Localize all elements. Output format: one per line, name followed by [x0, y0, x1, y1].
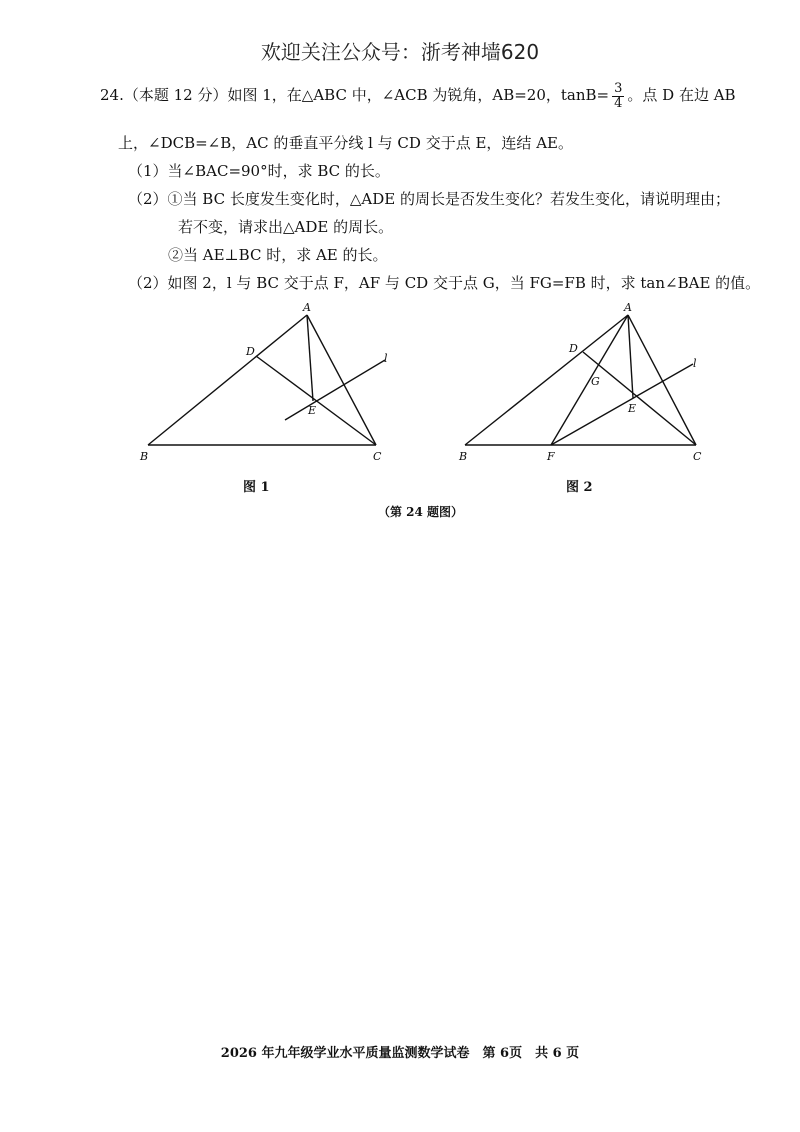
question-2a-cont: 若不变，请求出△ADE 的周长。 [178, 218, 394, 236]
problem-line-1 [100, 82, 736, 110]
fig2-segment-dc [583, 352, 696, 445]
fig2-line-l [551, 364, 693, 445]
fig2-segment-ae [628, 315, 633, 398]
fig1-label-a: A [303, 301, 311, 314]
fig1-label-l: l [384, 352, 388, 365]
fig1-segment-ab [148, 315, 307, 445]
fig1-segment-dc [256, 356, 376, 445]
figure-1-caption: 图 1 [243, 480, 270, 495]
question-2b: ②当 AE⊥BC 时，求 AE 的长。 [168, 246, 388, 264]
figure-group-caption: （第 24 题图） [378, 505, 464, 519]
watermark-header: 欢迎关注公众号：浙考神墙620 [260, 40, 540, 64]
fig1-label-e: E [308, 404, 317, 417]
tan-fraction [612, 82, 624, 110]
problem-line-1-pre: 24.（本题 12 分）如图 1，在△ABC 中，∠ACB 为锐角，AB=20，tanB= [100, 86, 610, 105]
question-2a: （2）①当 BC 长度发生变化时，△ADE 的周长是否发生变化？若发生变化，请说明理由； [128, 190, 730, 208]
fig1-label-c: C [373, 450, 382, 463]
fig2-label-l: l [693, 357, 697, 370]
figure-2-caption: 图 2 [566, 480, 593, 495]
problem-line-2: 上，∠DCB=∠B，AC 的垂直平分线 l 与 CD 交于点 E，连结 AE。 [118, 134, 573, 152]
question-3: （2）如图 2，l 与 BC 交于点 F，AF 与 CD 交于点 G，当 FG=FB 时，求 tan∠BAE 的值。 [128, 274, 761, 292]
fraction-numerator: 3 [614, 81, 623, 96]
fig2-label-f: F [547, 450, 555, 463]
fig1-segment-ac [307, 315, 376, 445]
fig2-label-a: A [624, 301, 632, 314]
fig2-label-b: B [459, 450, 468, 463]
fig1-label-d: D [246, 345, 255, 358]
question-1: （1）当∠BAC=90°时，求 BC 的长。 [128, 162, 390, 180]
page-footer: 2026 年九年级学业水平质量监测数学试卷 第 6页 共 6 页 [220, 1046, 580, 1061]
fig2-label-c: C [693, 450, 702, 463]
fig1-label-b: B [140, 450, 149, 463]
fig2-segment-ac [628, 315, 696, 445]
problem-line-1-post: 。点 D 在边 AB [627, 86, 736, 105]
fig2-segment-ab [465, 315, 628, 445]
fig1-segment-ae [307, 315, 313, 401]
figure-1-diagram [130, 300, 400, 470]
fig2-label-g: G [591, 375, 600, 388]
fig2-label-e: E [628, 402, 637, 415]
fig2-label-d: D [569, 342, 578, 355]
figure-2-diagram [455, 300, 725, 470]
fraction-denominator: 4 [614, 95, 623, 111]
